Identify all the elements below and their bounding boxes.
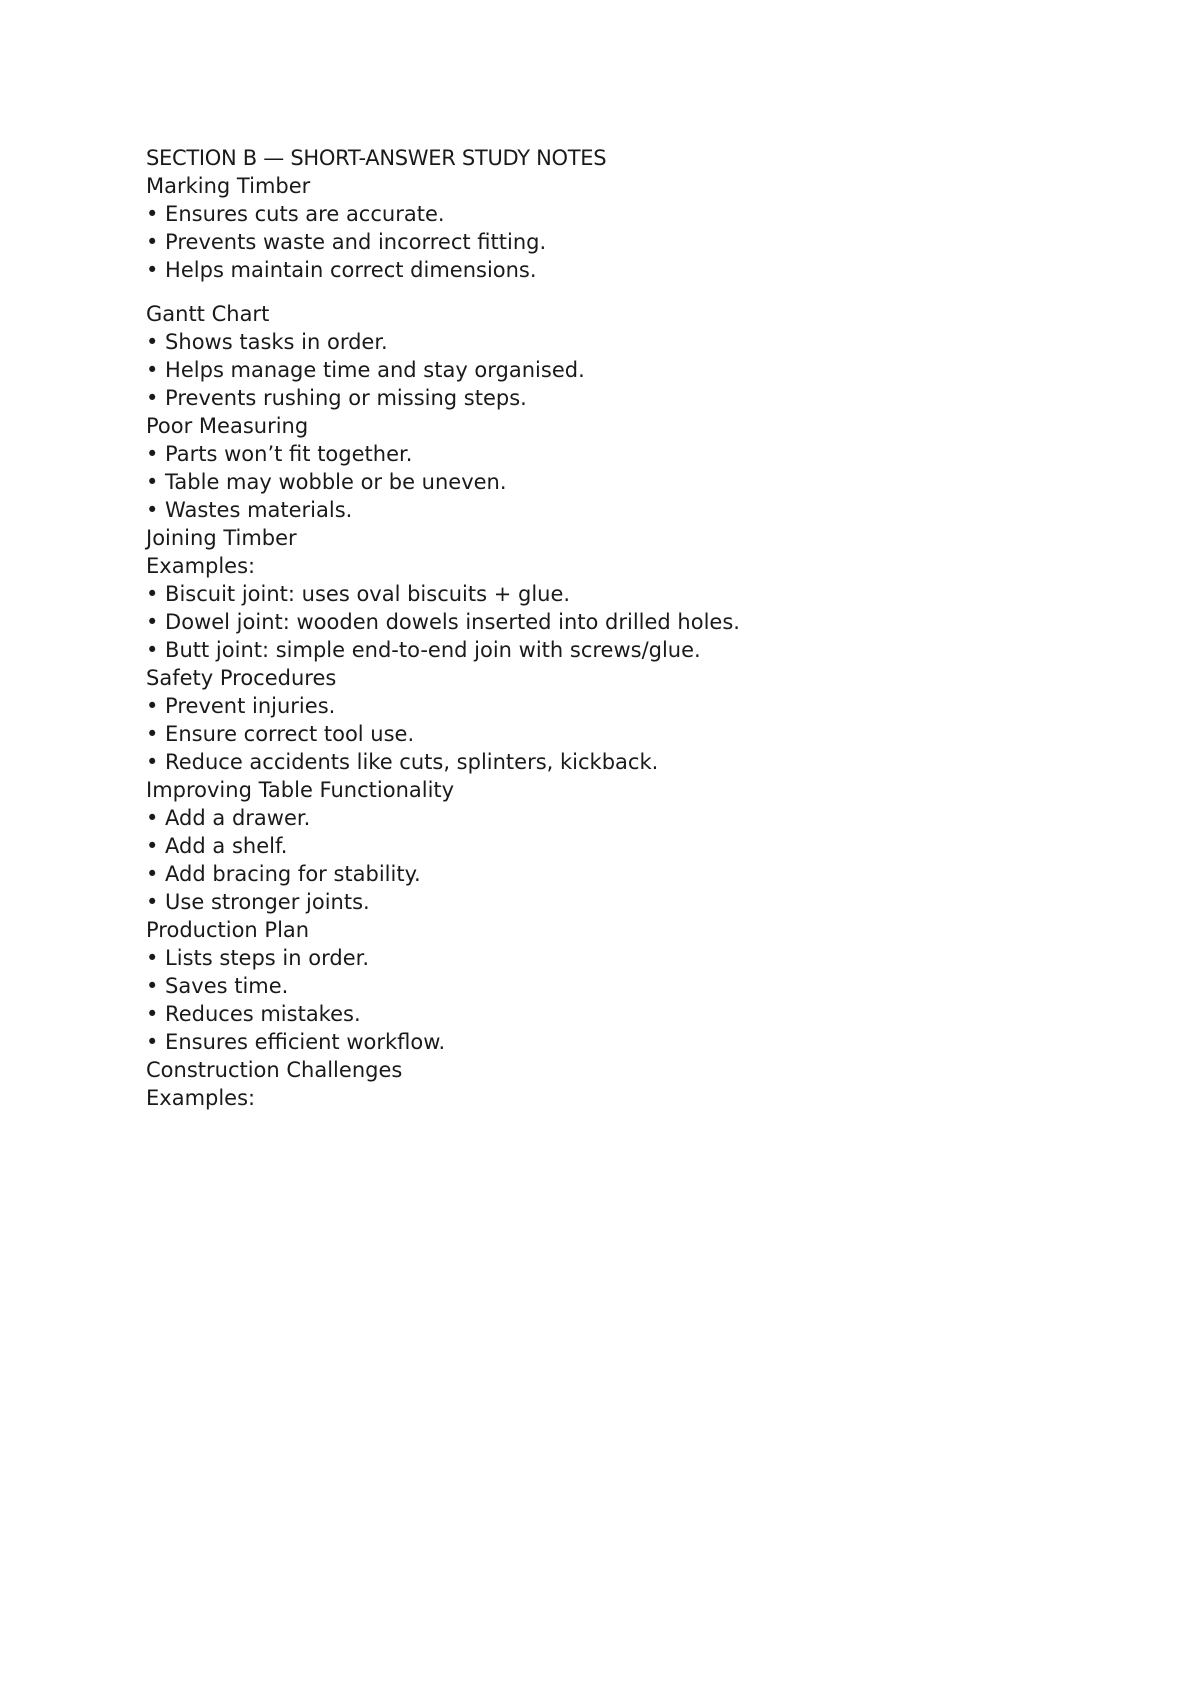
list-item: • Biscuit joint: uses oval biscuits + glue.: [146, 582, 571, 606]
list-item: • Wastes materials.: [146, 498, 353, 522]
list-item: • Prevent injuries.: [146, 694, 336, 718]
list-item: • Ensures cuts are accurate.: [146, 202, 445, 226]
list-item: • Table may wobble or be uneven.: [146, 470, 507, 494]
section-heading-gantt-chart: Gantt Chart: [146, 302, 270, 326]
list-item: • Ensure correct tool use.: [146, 722, 415, 746]
list-item: • Butt joint: simple end-to-end join with screws/glue.: [146, 638, 701, 662]
list-item: • Add a drawer.: [146, 806, 311, 830]
list-item: • Lists steps in order.: [146, 946, 369, 970]
list-item: • Reduce accidents like cuts, splinters, kickback.: [146, 750, 659, 774]
list-item: • Prevents waste and incorrect fitting.: [146, 230, 547, 254]
list-item: • Helps maintain correct dimensions.: [146, 258, 537, 282]
section-subheading-examples: Examples:: [146, 554, 256, 578]
paragraph-gap: [146, 284, 1146, 300]
list-item: • Helps manage time and stay organised.: [146, 358, 585, 382]
document-page: [146, 144, 1146, 1112]
section-heading-marking-timber: Marking Timber: [146, 174, 311, 198]
list-item: • Saves time.: [146, 974, 289, 998]
list-item: • Ensures efficient workflow.: [146, 1030, 446, 1054]
section-heading-poor-measuring: Poor Measuring: [146, 414, 309, 438]
section-heading-improving-table-functionality: Improving Table Functionality: [146, 778, 455, 802]
section-heading-safety-procedures: Safety Procedures: [146, 666, 337, 690]
list-item: • Prevents rushing or missing steps.: [146, 386, 527, 410]
section-heading-joining-timber: Joining Timber: [146, 526, 297, 550]
list-item: • Dowel joint: wooden dowels inserted into drilled holes.: [146, 610, 740, 634]
list-item: • Parts won’t fit together.: [146, 442, 413, 466]
list-item: • Shows tasks in order.: [146, 330, 388, 354]
section-heading-production-plan: Production Plan: [146, 918, 310, 942]
section-subheading-examples: Examples:: [146, 1086, 256, 1110]
document-title: SECTION B — SHORT-ANSWER STUDY NOTES: [146, 146, 607, 170]
list-item: • Reduces mistakes.: [146, 1002, 361, 1026]
section-heading-construction-challenges: Construction Challenges: [146, 1058, 403, 1082]
list-item: • Add a shelf.: [146, 834, 288, 858]
list-item: • Add bracing for stability.: [146, 862, 421, 886]
list-item: • Use stronger joints.: [146, 890, 370, 914]
